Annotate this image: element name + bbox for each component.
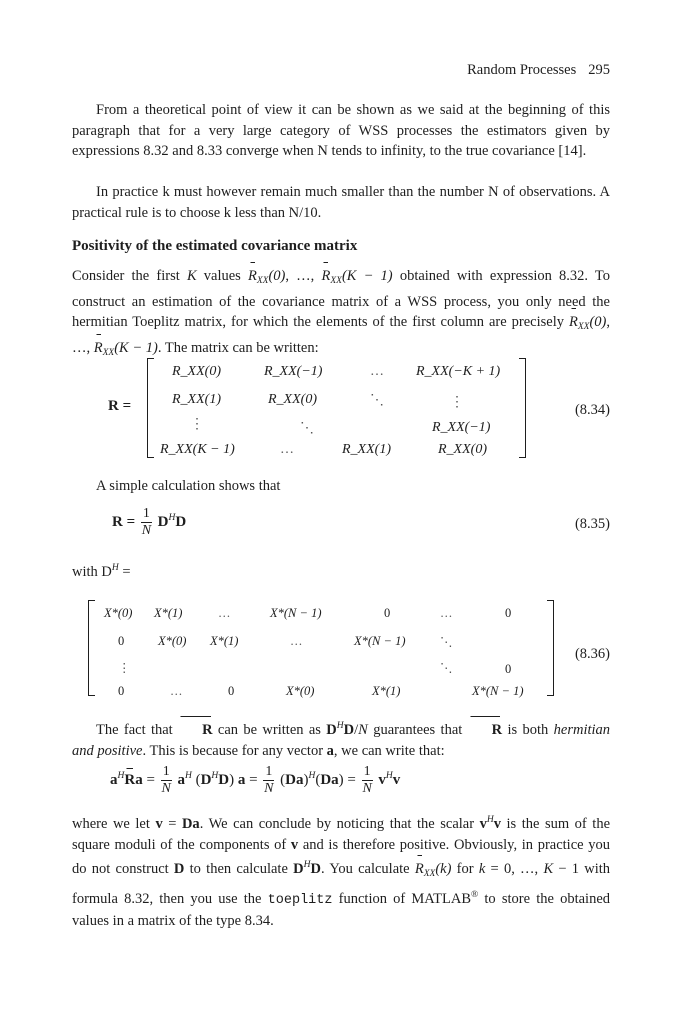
equation-8-35: R = $\frac{1}{N}$ $D^HD$ <box>112 506 187 538</box>
matrix-cell: 0 <box>505 606 512 620</box>
equation-number: (8.35) <box>574 516 610 532</box>
equation-quadratic-form: $a^HRa$ = $\frac{1}{N}$ $a^H$ $(D^HD) a$ = $\frac{1}{N}$ $(Da)^H(Da)$ = $\frac{1}{N}$ $v^Hv$ <box>110 764 401 796</box>
paragraph-conclusion: where we let v = Da. We can conclude by noticing that the scalar $v^Hv$ is the sum of the square moduli of the components of v and is therefore positive. Obviously, in practice you do not construct D to then calculate $D^HD$. You calculate $R_{XX}(k)$ for k = 0, …, K − 1 with formula 8.32, then you use the toeplitz function of MATLAB® to store the obtained values in a matrix of the type 8.34. <box>72 815 611 929</box>
paragraph-practical-rule: In practice k must however remain much smaller than the number N of observations. A practical rule is to choose k less than N/10. <box>72 184 610 221</box>
paragraph-hermitian-positive: The fact that R can be written as $D^HD/N$ guarantees that R is both hermitian and positive. This is because for any vector a, we can write that: <box>72 721 611 759</box>
paragraph-convergence: From a theoretical point of view it can be shown as we said at the beginning of this paragraph that for a very large category of WSS processes the estimators given by expressions 8.32 and 8.33 converge when N tends to infinity, to the true covariance [14]. <box>72 102 610 159</box>
matrix-left-bracket <box>147 358 154 458</box>
matrix-cell: R_XX(0) <box>172 364 221 379</box>
matrix-cell: R_XX(K − 1) <box>160 442 235 457</box>
equation-number: (8.36) <box>574 646 610 662</box>
matrix-cell: X*(0) <box>104 606 133 620</box>
matrix-cell: 0 <box>505 662 512 676</box>
matrix-cell: R_XX(−1) <box>264 364 323 379</box>
paragraph-covariance-intro: Consider the first K values $R_{XX}(0)$, …, $R_{XX}(K - 1)$ obtained with expression 8.32. To construct an estimation of the covariance matrix of a WSS process, you only need the hermitian Toeplitz matrix, for which the elements of the first column are precisely $R_{XX}(0)$, …, $R_{XX}(K - 1)$. The matrix can be written: <box>72 268 611 358</box>
matrix-cell: R_XX(0) <box>438 442 487 457</box>
matrix-cell: R_XX(1) <box>172 392 221 407</box>
matrix-cell: R_XX(0) <box>268 392 317 407</box>
page-number: 295 <box>588 62 610 78</box>
matrix-cell: 0 <box>118 634 125 648</box>
paragraph-simple-calc: A simple calculation shows that <box>96 478 281 494</box>
equation-number: (8.34) <box>574 402 610 418</box>
matrix-cell: 0 <box>118 684 125 698</box>
matrix-cell: R_XX(1) <box>342 442 391 457</box>
matrix-cell: R_XX(−K + 1) <box>416 364 501 379</box>
matrix-cell: X*(0) <box>158 634 187 648</box>
matrix-cell: X*(1) <box>210 634 239 648</box>
matrix-cell: R_XX(−1) <box>432 420 491 435</box>
toeplitz-code: toeplitz <box>267 892 333 908</box>
matrix-cell: X*(1) <box>372 684 401 698</box>
matrix-lhs: R = <box>108 398 132 414</box>
matrix-cell: X*(N − 1) <box>472 684 524 698</box>
matrix-cell: 0 <box>228 684 235 698</box>
matrix-cell: X*(0) <box>286 684 315 698</box>
running-title: Random Processes <box>467 62 577 78</box>
running-header <box>467 62 610 79</box>
matrix-cell: X*(N − 1) <box>270 606 322 620</box>
book-page: Random Processes 295 From a theoretical point of view it can be shown as we said at the beginning of this paragraph that for a very large category of WSS processes the estimators given by expressions 8.32 and 8.33 converge when N tends to infinity, to the true covariance [14]. In practice k must however remain much smaller than the number N of observations. A practical rule is to choose k less than N/10. Positivity of the estimated covariance matrix Consider the first K values $R_{XX}(0)$, …, $R_{XX}(K - 1)$ obtained with expression 8.32. To construct an estimation of the covariance matrix of a WSS process, you only need the hermitian Toeplitz matrix, for which the elements of the first column are precisely $R_{XX}(0)$, …, $R_{XX}(K - 1)$. The matrix can be written: R = R_XX(0) R_XX(−1) … R_XX(−K + 1) R_XX(1) R_XX(0) ⋱ ⋮ R_XX(−1) ⋮ ⋱ R_XX(K − 1) … R_XX(1) R_XX(0) (8.34) A simple calculation shows that R = $\frac{1}{N}$ $D^HD$ (8.35) with $D^H$ = X*(0) X*(1) … X*(N − 1) 0 … 0 0 X*(0) X*(1) … X*(N − 1) ⋱ 0 ⋮ ⋱ 0 … 0 X*(0) X*(1) X*(N − 1) (8.36) The fact that R can be written as $D^HD/N$ guarantees that R is both hermitian and positive. This is because for any vector a, we can write that: $a^HRa$ = $\frac{1}{N}$ $a^H$ $(D^HD) a$ = $\frac{1}{N}$ $(Da)^H(Da)$ = $\frac{1}{N}$ $v^Hv$ where we let v = Da. We can conclude by noticing that the scalar $v^Hv$ is the sum of the square moduli of the components of v and is therefore positive. Obviously, in practice you do not construct D to then calculate $D^HD$. You calculate $R_{XX}(k)$ for k = 0, …, K − 1 with formula 8.32, then you use the toeplitz function of MATLAB® to store the obtained values in a matrix of the type 8.34. <box>0 0 682 1024</box>
matrix-cell: X*(1) <box>154 606 183 620</box>
section-title: Positivity of the estimated covariance matrix <box>72 238 358 254</box>
matrix-cell: 0 <box>384 606 391 620</box>
matrix-cell: X*(N − 1) <box>354 634 406 648</box>
with-line: with $D^H$ = <box>72 563 131 580</box>
matrix-right-bracket <box>519 358 526 458</box>
matrix-left-bracket <box>88 600 95 696</box>
matrix-right-bracket <box>547 600 554 696</box>
